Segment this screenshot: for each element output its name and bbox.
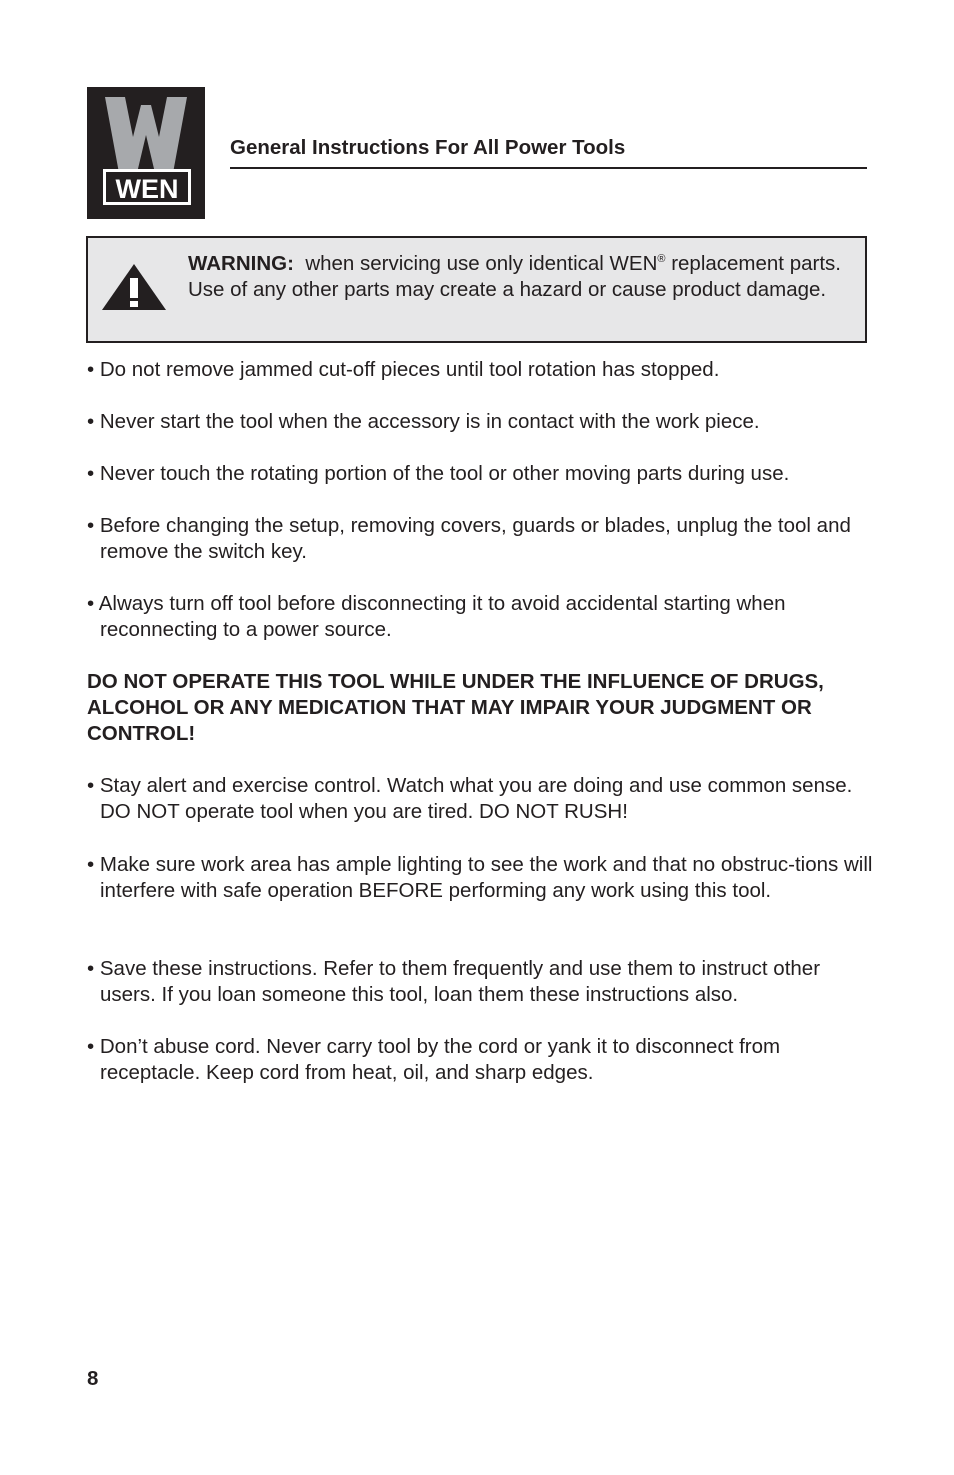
list-item: • Stay alert and exercise control. Watch what you are doing and use common sense. DO NOT operate tool when you are tired. DO NOT RUSH! [87,774,853,823]
warning-text-part2: replacement parts. Use of any other parts may create a hazard or cause product damage. [188,252,841,301]
list-item: • Never touch the rotating portion of the tool or other moving parts during use. [87,462,790,485]
list-item: • Always turn off tool before disconnecting it to avoid accidental starting when reconnecting to a power source. [87,592,786,641]
caution-statement: DO NOT OPERATE THIS TOOL WHILE UNDER THE INFLUENCE OF DRUGS, ALCOHOL OR ANY MEDICATION THAT MAY IMPAIR YOUR JUDGMENT OR CONTROL! [87,670,824,745]
wen-logo [87,87,205,219]
list-item: • Before changing the setup, removing covers, guards or blades, unplug the tool and remove the switch key. [87,514,851,563]
warning-text [188,251,848,303]
logo-text: WEN [115,174,179,204]
list-item: • Save these instructions. Refer to them frequently and use them to instruct other users. If you loan someone this tool, loan them these instructions also. [87,957,821,1006]
warning-label: WARNING: [188,252,294,275]
header-divider [230,167,867,169]
list-item: • Never start the tool when the accessory is in contact with the work piece. [87,410,760,433]
registered-mark: ® [657,253,666,266]
list-item: • Do not remove jammed cut-off pieces until tool rotation has stopped. [87,358,720,381]
page-title: General Instructions For All Power Tools [230,136,626,159]
list-item: • Don’t abuse cord. Never carry tool by the cord or yank it to disconnect from receptacle. Keep cord from heat, oil, and sharp edges. [87,1035,781,1084]
warning-triangle-icon [100,262,168,312]
page-number: 8 [87,1367,99,1390]
list-item: • Make sure work area has ample lighting to see the work and that no obstruc-tions will interfere with safe operation BEFORE performing any work using this tool. [87,853,873,902]
warning-text-part1: when servicing use only identical WEN [305,252,658,275]
warning-box [86,236,867,343]
